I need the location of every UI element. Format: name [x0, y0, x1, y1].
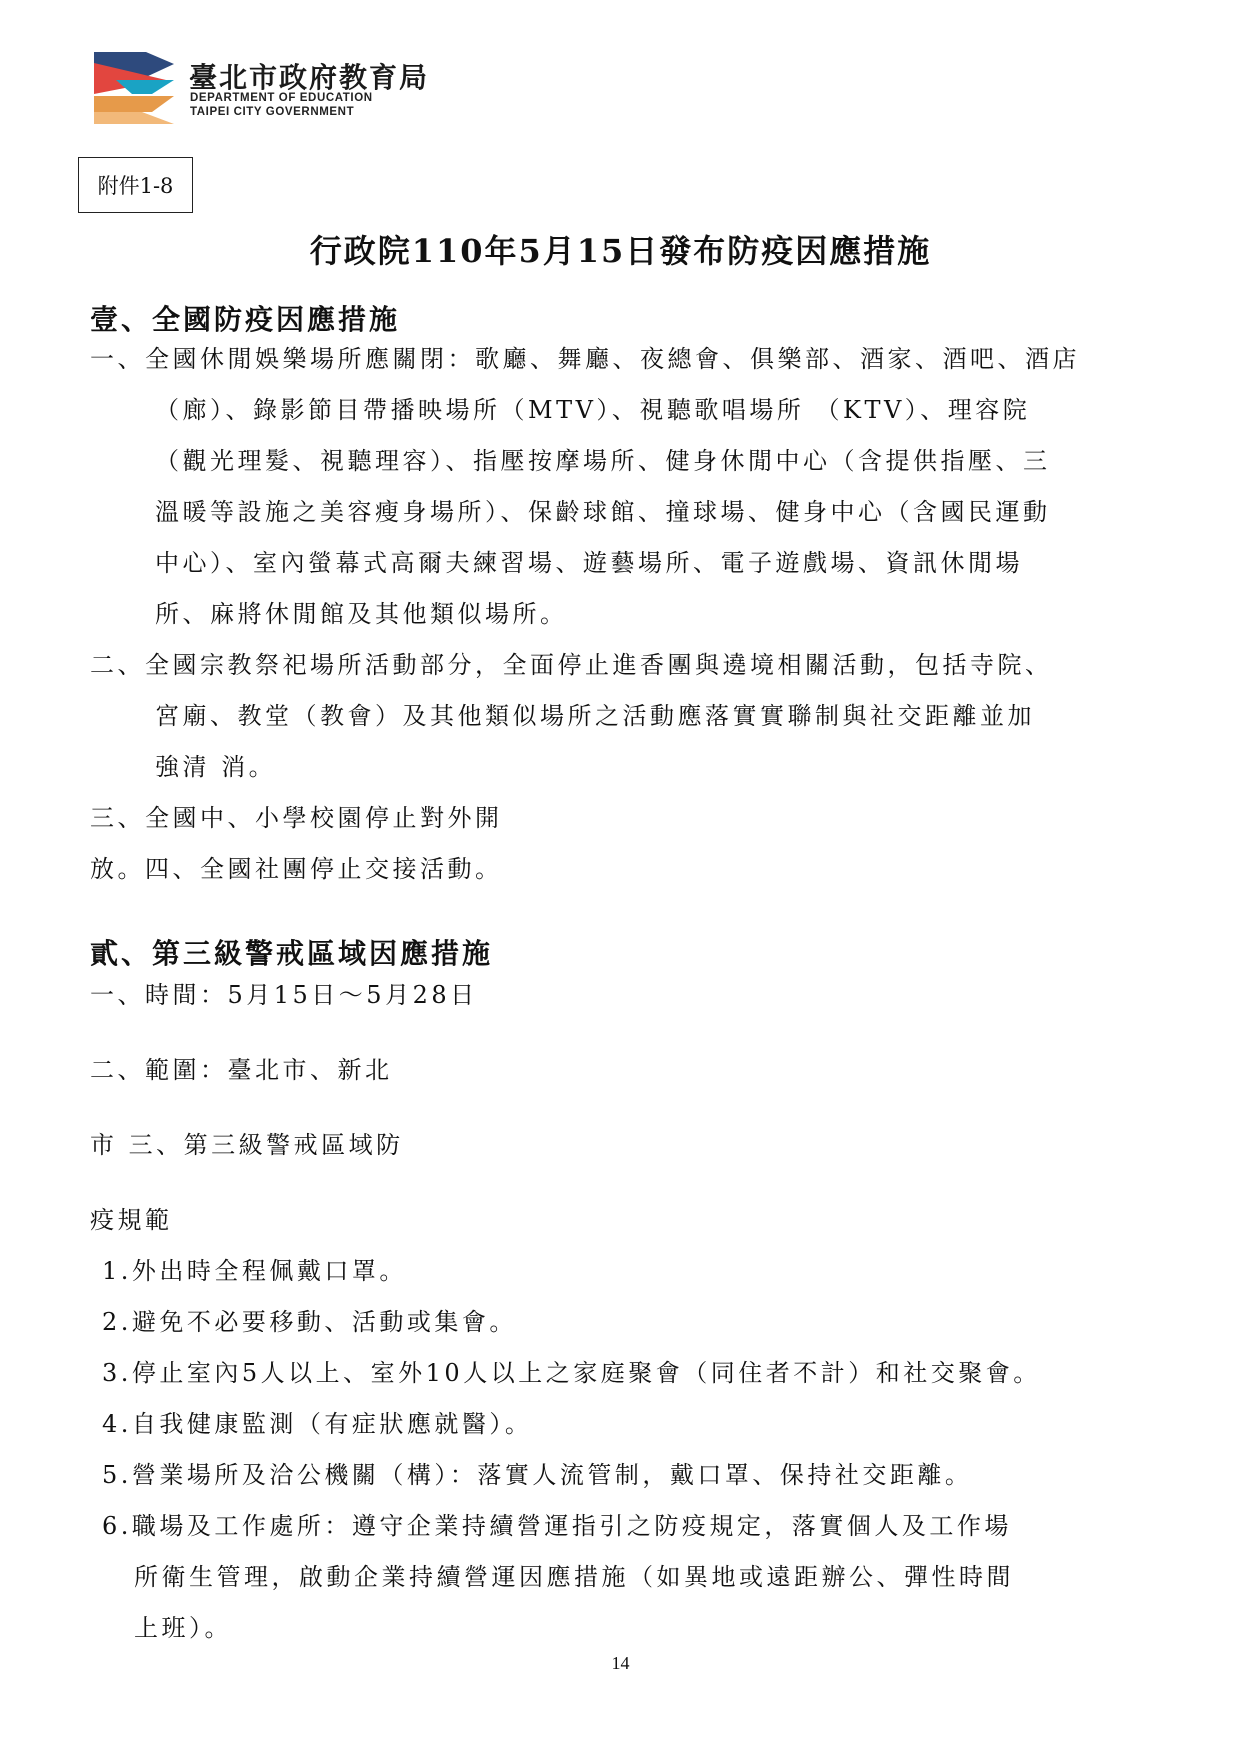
section1-line: 三、全國中、小學校園停止對外開	[90, 804, 503, 832]
section1-line: 所、麻將休閒館及其他類似場所。	[155, 600, 568, 628]
section1-line: 宮廟、教堂（教會）及其他類似場所之活動應落實實聯制與社交距離並加	[155, 702, 1035, 730]
list-item: 所衛生管理，啟動企業持續營運因應措施（如異地或遠距辦公、彈性時間	[134, 1563, 1014, 1591]
taipei-education-logo-icon	[94, 50, 174, 126]
list-item: 1.外出時全程佩戴口罩。	[102, 1257, 407, 1285]
list-item: 上班）。	[134, 1614, 232, 1642]
section1-line: （廊）、錄影節目帶播映場所（MTV）、視聽歌唱場所 （KTV）、理容院	[155, 396, 1031, 424]
section2-line: 市 三、第三級警戒區域防	[90, 1131, 404, 1159]
section2-line: 疫規範	[90, 1206, 173, 1234]
list-item: 2.避免不必要移動、活動或集會。	[102, 1308, 517, 1336]
page-number: 14	[611, 1653, 630, 1673]
section1-heading: 壹、全國防疫因應措施	[90, 303, 401, 336]
section2-line: 一、時間：5月15日～5月28日	[90, 981, 478, 1009]
list-item: 4.自我健康監測（有症狀應就醫）。	[102, 1410, 533, 1438]
section2-heading: 貳、第三級警戒區域因應措施	[90, 937, 494, 970]
section1-line: （觀光理髮、視聽理容）、指壓按摩場所、健身休閒中心（含提供指壓、三	[155, 447, 1051, 475]
section1-line: 一、全國休閒娛樂場所應關閉：歌廳、舞廳、夜總會、俱樂部、酒家、酒吧、酒店	[90, 345, 1080, 373]
attachment-label: 附件1-8	[78, 157, 193, 213]
list-item: 5.營業場所及洽公機關（構）：落實人流管制，戴口罩、保持社交距離。	[102, 1461, 973, 1489]
document-title: 行政院110年5月15日發布防疫因應措施	[309, 232, 932, 270]
section1-line: 二、全國宗教祭祀場所活動部分，全面停止進香團與遶境相關活動，包括寺院、	[90, 651, 1053, 679]
org-name-english-line2: TAIPEI CITY GOVERNMENT	[190, 106, 355, 118]
section1-line: 放。四、全國社團停止交接活動。	[90, 855, 503, 883]
list-item: 6.職場及工作處所：遵守企業持續營運指引之防疫規定，落實個人及工作場	[102, 1512, 1012, 1540]
section1-line: 中心）、室內螢幕式高爾夫練習場、遊藝場所、電子遊戲場、資訊休閒場	[155, 549, 1023, 577]
org-name-english-line1: DEPARTMENT OF EDUCATION	[190, 92, 373, 104]
section2-line: 二、範圍：臺北市、新北	[90, 1056, 393, 1084]
org-name-chinese: 臺北市政府教育局	[189, 61, 430, 94]
section1-line: 溫暖等設施之美容瘦身場所）、保齡球館、撞球場、健身中心（含國民運動	[155, 498, 1051, 526]
list-item: 3.停止室內5人以上、室外10人以上之家庭聚會（同住者不計）和社交聚會。	[102, 1359, 1041, 1387]
section1-line: 強清 消。	[155, 753, 277, 781]
